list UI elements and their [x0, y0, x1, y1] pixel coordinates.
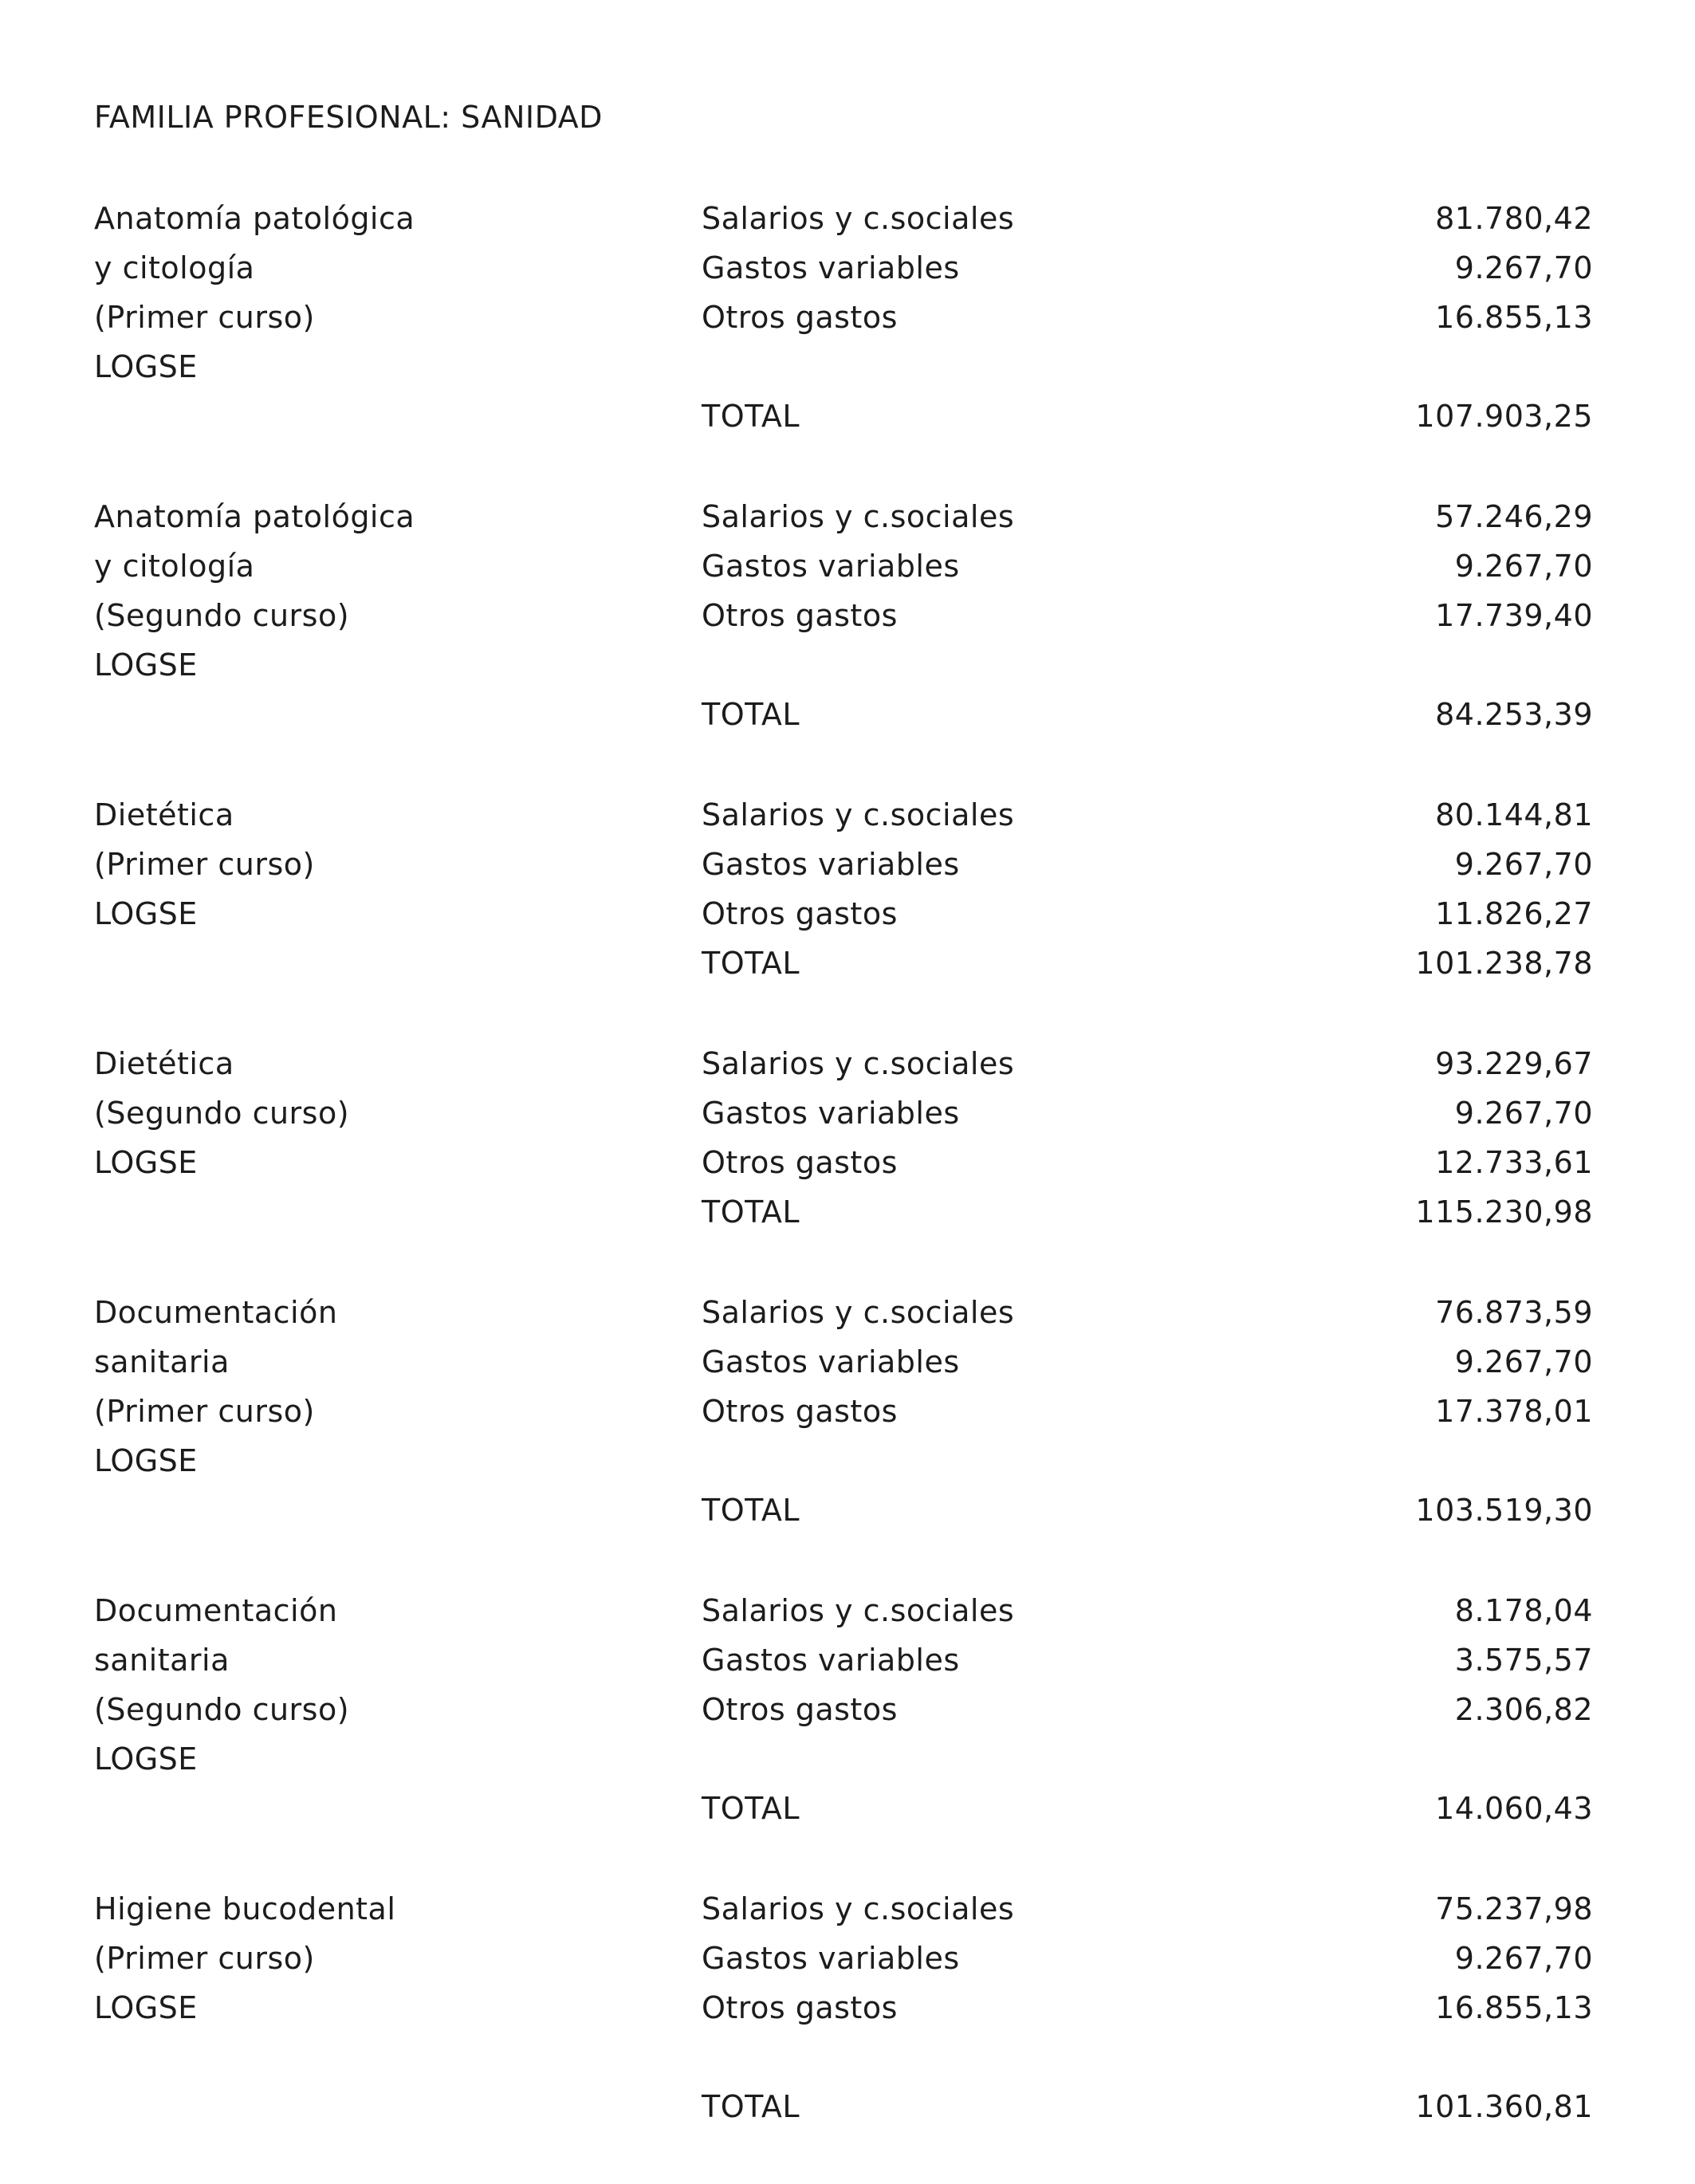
amount-value: 93.229,67: [1435, 1046, 1593, 1081]
concept-label: Gastos variables: [702, 1941, 960, 1976]
total-label: TOTAL: [702, 399, 800, 434]
course-title-line: LOGSE: [94, 1443, 198, 1478]
row-line: [94, 794, 1593, 836]
amount-value: 75.237,98: [1435, 1891, 1593, 1926]
concept-label: Gastos variables: [702, 549, 960, 584]
course-title-line: (Segundo curso): [94, 1692, 350, 1727]
concept-label: Gastos variables: [702, 1643, 960, 1678]
row-line: [94, 545, 1593, 587]
row-line: [94, 644, 1593, 686]
course-title-line: LOGSE: [94, 1741, 198, 1777]
amount-value: 3.575,57: [1454, 1643, 1593, 1678]
concept-label: Salarios y c.sociales: [702, 1046, 1015, 1081]
course-title-line: LOGSE: [94, 349, 198, 384]
amount-value: 9.267,70: [1454, 1941, 1593, 1976]
row-line: [94, 198, 1593, 239]
total-value: 107.903,25: [1415, 399, 1593, 434]
row-line: [94, 893, 1593, 935]
row-line: [94, 1440, 1593, 1482]
course-title-line: y citología: [94, 549, 255, 584]
concept-label: Salarios y c.sociales: [702, 1295, 1015, 1330]
amount-value: 12.733,61: [1435, 1145, 1593, 1180]
concept-label: Gastos variables: [702, 250, 960, 285]
total-value: 115.230,98: [1415, 1194, 1593, 1230]
total-label: TOTAL: [702, 1791, 800, 1826]
row-line: [94, 1092, 1593, 1134]
concept-label: Otros gastos: [702, 896, 898, 931]
total-value: 101.360,81: [1415, 2089, 1593, 2124]
course-title-line: LOGSE: [94, 1990, 198, 2025]
amount-value: 2.306,82: [1454, 1692, 1593, 1727]
total-line: [94, 1191, 1593, 1233]
row-line: [94, 1938, 1593, 1979]
total-label: TOTAL: [702, 1493, 800, 1528]
amount-value: 9.267,70: [1454, 1344, 1593, 1379]
amount-value: 11.826,27: [1435, 896, 1593, 931]
amount-value: 80.144,81: [1435, 797, 1593, 832]
total-line: [94, 2086, 1593, 2127]
row-line: [94, 1142, 1593, 1183]
concept-label: Otros gastos: [702, 598, 898, 633]
course-title-line: Anatomía patológica: [94, 201, 415, 236]
section-heading: FAMILIA PROFESIONAL: SANIDAD: [94, 100, 603, 135]
amount-value: 9.267,70: [1454, 549, 1593, 584]
course-title-line: (Primer curso): [94, 1394, 315, 1429]
course-title-line: Dietética: [94, 797, 234, 832]
concept-label: Otros gastos: [702, 1692, 898, 1727]
course-title-line: y citología: [94, 250, 255, 285]
row-line: [94, 1639, 1593, 1681]
course-title-line: Documentación: [94, 1593, 338, 1628]
course-title-line: (Primer curso): [94, 300, 315, 335]
amount-value: 9.267,70: [1454, 250, 1593, 285]
course-title-line: sanitaria: [94, 1643, 230, 1678]
amount-value: 17.378,01: [1435, 1394, 1593, 1429]
course-title-line: Anatomía patológica: [94, 499, 415, 534]
amount-value: 17.739,40: [1435, 598, 1593, 633]
amount-value: 76.873,59: [1435, 1295, 1593, 1330]
total-line: [94, 395, 1593, 437]
course-title-line: Documentación: [94, 1295, 338, 1330]
row-line: [94, 1987, 1593, 2029]
total-line: [94, 942, 1593, 984]
concept-label: Salarios y c.sociales: [702, 201, 1015, 236]
concept-label: Gastos variables: [702, 1344, 960, 1379]
course-title-line: (Segundo curso): [94, 598, 350, 633]
row-line: [94, 1341, 1593, 1383]
row-line: [94, 1391, 1593, 1432]
row-line: [94, 844, 1593, 885]
row-line: [94, 1888, 1593, 1930]
concept-label: Salarios y c.sociales: [702, 499, 1015, 534]
total-line: [94, 1489, 1593, 1531]
amount-value: 16.855,13: [1435, 300, 1593, 335]
total-value: 103.519,30: [1415, 1493, 1593, 1528]
row-line: [94, 247, 1593, 289]
total-label: TOTAL: [702, 1194, 800, 1230]
concept-label: Gastos variables: [702, 1096, 960, 1131]
course-title-line: Higiene bucodental: [94, 1891, 396, 1926]
total-value: 101.238,78: [1415, 946, 1593, 981]
total-line: [94, 694, 1593, 735]
row-line: [94, 1689, 1593, 1730]
total-line: [94, 1788, 1593, 1829]
row-line: [94, 1292, 1593, 1333]
course-title-line: LOGSE: [94, 896, 198, 931]
concept-label: Salarios y c.sociales: [702, 1891, 1015, 1926]
course-title-line: (Segundo curso): [94, 1096, 350, 1131]
concept-label: Otros gastos: [702, 1145, 898, 1180]
row-line: [94, 297, 1593, 338]
concept-label: Otros gastos: [702, 1990, 898, 2025]
row-line: [94, 1590, 1593, 1631]
amount-value: 16.855,13: [1435, 1990, 1593, 2025]
row-line: [94, 346, 1593, 388]
course-title-line: (Primer curso): [94, 1941, 315, 1976]
course-title-line: sanitaria: [94, 1344, 230, 1379]
amount-value: 9.267,70: [1454, 847, 1593, 882]
row-line: [94, 595, 1593, 636]
row-line: [94, 1738, 1593, 1780]
total-value: 84.253,39: [1435, 697, 1593, 732]
concept-label: Otros gastos: [702, 300, 898, 335]
concept-label: Gastos variables: [702, 847, 960, 882]
total-value: 14.060,43: [1435, 1791, 1593, 1826]
amount-value: 81.780,42: [1435, 201, 1593, 236]
amount-value: 9.267,70: [1454, 1096, 1593, 1131]
concept-label: Salarios y c.sociales: [702, 1593, 1015, 1628]
course-title-line: LOGSE: [94, 647, 198, 683]
total-label: TOTAL: [702, 2089, 800, 2124]
course-title-line: Dietética: [94, 1046, 234, 1081]
amount-value: 8.178,04: [1454, 1593, 1593, 1628]
amount-value: 57.246,29: [1435, 499, 1593, 534]
total-label: TOTAL: [702, 697, 800, 732]
row-line: [94, 496, 1593, 537]
course-title-line: (Primer curso): [94, 847, 315, 882]
concept-label: Otros gastos: [702, 1394, 898, 1429]
total-label: TOTAL: [702, 946, 800, 981]
row-line: [94, 1043, 1593, 1084]
concept-label: Salarios y c.sociales: [702, 797, 1015, 832]
course-title-line: LOGSE: [94, 1145, 198, 1180]
